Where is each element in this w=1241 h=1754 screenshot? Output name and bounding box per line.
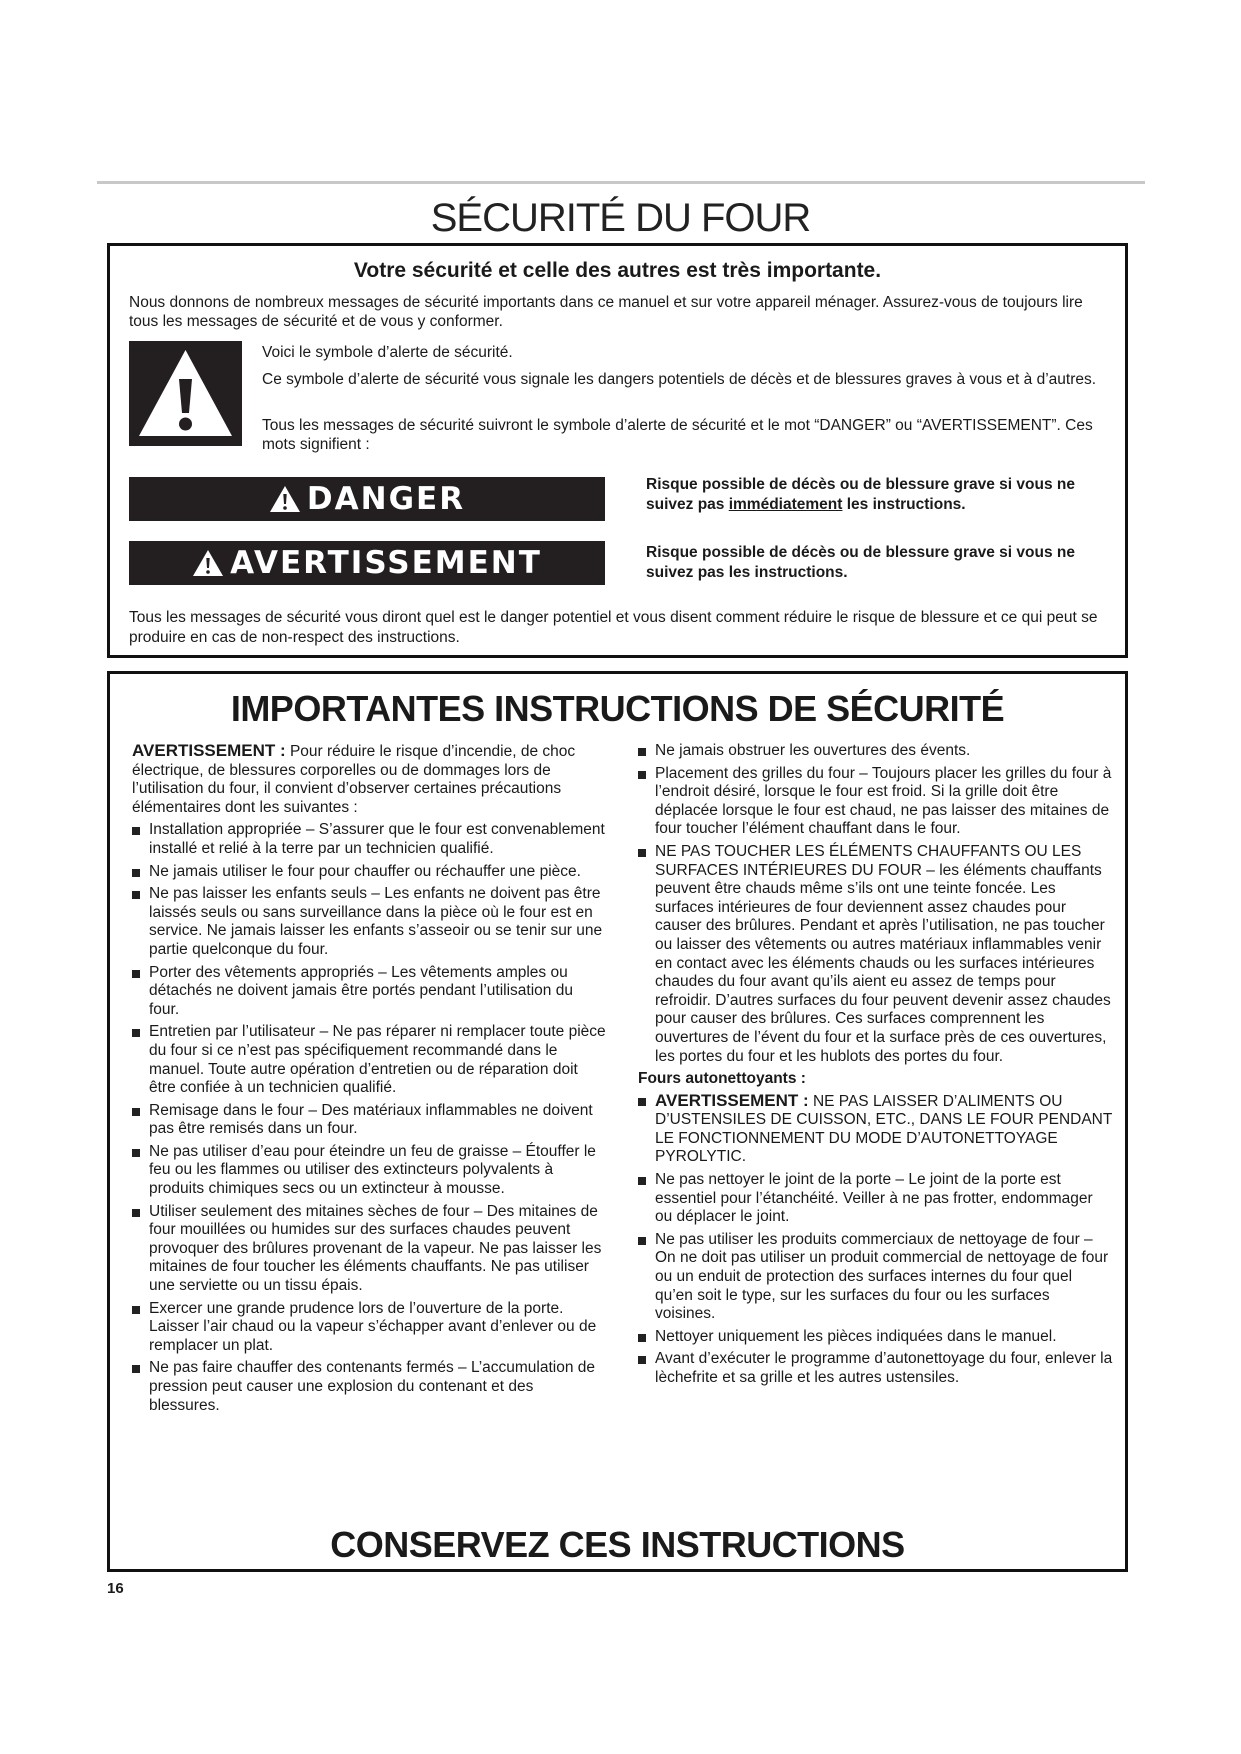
bullet-square-icon [638, 849, 646, 857]
danger-label: DANGER [306, 481, 466, 517]
bullet-text: Ne pas utiliser les produits commerciaux de nettoyage de four – On ne doit pas utiliser un produit commercial de nettoyage de four ou un enduit de protection des surfaces internes du four quel qu’en soit le type, sur les surfaces du four ou les surfaces voisines. [655, 1230, 1109, 1323]
bullet-item [638, 843, 1113, 1066]
instructions-title: IMPORTANTES INSTRUCTIONS DE SÉCURITÉ [230, 688, 1005, 729]
warning-lead-label: AVERTISSEMENT : [132, 741, 286, 760]
bullet-item [638, 1328, 1113, 1347]
bullet-square-icon [132, 1365, 140, 1373]
symbol-line: Voici le symbole d’alerte de sécurité. [262, 344, 513, 361]
bullet-item [132, 1102, 606, 1139]
top-rule [97, 181, 1145, 184]
danger-description [646, 475, 1126, 515]
warning-banner [129, 541, 605, 585]
bullet-text: Exercer une grande prudence lors de l’ouverture de la porte. Laisser l’air chaud ou la vapeur s’échapper avant d’enlever ou de remplacer un plat. [149, 1299, 597, 1354]
bullet-square-icon [132, 970, 140, 978]
bullet-square-icon [132, 869, 140, 877]
bullet-text: Ne pas laisser les enfants seuls – Les enfants ne doivent pas être laissés seuls ou sans surveillance dans la pièce où le four est en service. Ne jamais laisser les enfants s’asseoir ou se tenir sur une partie quelconque du four. [149, 885, 603, 958]
page-title: SÉCURITÉ DU FOUR [430, 196, 811, 240]
bullet-item [638, 742, 1113, 761]
instructions-footer: CONSERVEZ CES INSTRUCTIONS [330, 1524, 905, 1565]
bullet-square-icon [132, 891, 140, 899]
page-number: 16 [107, 1580, 124, 1597]
self-clean-warning-text: NE PAS LAISSER D’ALIMENTS OU D’USTENSILES DE CUISSON, ETC., DANS LE FOUR PENDANT LE FONCTIONNEMENT DU MODE D’AUTONETTOYAGE PYROLYTIC. [655, 1092, 1113, 1166]
self-clean-heading: Fours autonettoyants : [638, 1070, 806, 1088]
bullet-square-icon [132, 1306, 140, 1314]
warning-lead-paragraph [132, 742, 606, 817]
self-clean-warning-item [638, 1092, 1113, 1167]
danger-desc-start: Risque possible de décès ou de blessure grave si vous ne suivez pas [646, 476, 1075, 513]
bullet-square-icon [638, 748, 646, 756]
bullet-item [132, 964, 606, 1020]
self-clean-bullet-list [638, 1171, 1113, 1388]
warning-triangle-icon [129, 341, 242, 446]
bullet-square-icon [638, 1334, 646, 1342]
bullet-text: Utiliser seulement des mitaines sèches de four – Des mitaines de four mouillées ou humides sur des surfaces chaudes peuvent provoquer des brûlures provenant de la vapeur. Ne pas laisser les mitaines de four toucher les éléments chauffants. Ne pas utiliser une serviette ou un tissu épais. [149, 1202, 602, 1295]
bullet-square-icon [132, 1149, 140, 1157]
bullet-item [132, 863, 606, 882]
warning-description: Risque possible de décès ou de blessure grave si vous ne suivez pas les instructions. [646, 544, 1075, 581]
bullet-text: NE PAS TOUCHER LES ÉLÉMENTS CHAUFFANTS OU LES SURFACES INTÉRIEURES DU FOUR – les éléments chauffants peuvent être chauds même s’ils ont une teinte foncée. Les surfaces intérieures de four deviennent assez chaudes pour causer des brûlures. Pendant et après l’utilisation, ne pas toucher ou laisser des vêtements ou autres matériaux inflammables venir en contact avec les éléments chauds ou les surfaces intérieures chaudes du four avant qu’ils aient eu assez de temps pour refroidir. D’autres surfaces du four peuvent devenir assez chaudes pour causer des brûlures. Ces surfaces comprennent les ouvertures de l’évent du four et la surface près de ces ouvertures, les portes du four et les hublots des portes du four. [655, 842, 1111, 1065]
instructions-right-column [638, 742, 1113, 1392]
bullet-item [132, 1143, 606, 1199]
safety-outro: Tous les messages de sécurité vous diront quel est le danger potentiel et vous disent comment réduire le risque de blessure et ce qui peut se produire en cas de non-respect des instructions. [129, 609, 1098, 646]
bullet-item [132, 1359, 606, 1415]
bullet-square-icon [638, 771, 646, 779]
bullet-item [132, 1300, 606, 1356]
right-bullet-list [638, 742, 1113, 1066]
signal-words-intro: Tous les messages de sécurité suivront le symbole d’alerte de sécurité et le mot “DANGER” ou “AVERTISSEMENT”. Ces mots signifient : [262, 417, 1093, 453]
warning-lead-text: Pour réduire le risque d’incendie, de choc électrique, de blessures corporelles ou de dommages lors de l’utilisation du four, il convient d’observer certaines précautions élémentaires dont les suivantes : [132, 743, 576, 816]
bullet-item [132, 1023, 606, 1097]
self-clean-warning-label: AVERTISSEMENT : [655, 1090, 809, 1110]
bullet-square-icon [638, 1177, 646, 1185]
alert-triangle-icon [192, 549, 224, 577]
safety-heading: Votre sécurité et celle des autres est très importante. [353, 259, 882, 282]
bullet-text: Ne jamais utiliser le four pour chauffer ou réchauffer une pièce. [149, 862, 581, 880]
bullet-text: Ne jamais obstruer les ouvertures des évents. [655, 742, 971, 759]
bullet-item [638, 765, 1113, 839]
instructions-box [107, 671, 1128, 1572]
bullet-text: Installation appropriée – S’assurer que le four est convenablement installé et relié à la terre par un technicien qualifié. [149, 821, 605, 857]
bullet-square-icon [132, 1108, 140, 1116]
bullet-square-icon [638, 1098, 646, 1106]
bullet-text: Avant d’exécuter le programme d’autonettoyage du four, enlever la lèchefrite et sa grille et les autres ustensiles. [655, 1350, 1113, 1386]
bullet-text: Ne pas faire chauffer des contenants fermés – L’accumulation de pression peut causer une explosion du contenant et des blessures. [149, 1359, 596, 1414]
bullet-text: Porter des vêtements appropriés – Les vêtements amples ou détachés ne doivent jamais être portés pendant l’utilisation du four. [149, 963, 573, 1018]
bullet-item [638, 1231, 1113, 1324]
bullet-square-icon [638, 1237, 646, 1245]
bullet-text: Ne pas nettoyer le joint de la porte – Le joint de la porte est essentiel pour l’étanchéité. Veiller à ne pas frotter, endommager ou déplacer le joint. [655, 1171, 1093, 1226]
bullet-text: Placement des grilles du four – Toujours placer les grilles du four à l’endroit désiré, lorsque le four est froid. Si la grille doit être déplacée lorsque le four est chaud, ne pas laisser des mitaines de four toucher l’élément chauffant dans le four. [655, 764, 1112, 838]
alert-triangle-icon [269, 485, 301, 513]
safety-intro: Nous donnons de nombreux messages de sécurité importants dans ce manuel et sur votre appareil ménager. Assurez-vous de toujours lire tous les messages de sécurité et de vous y conformer. [129, 294, 1083, 330]
bullet-item [132, 1203, 606, 1296]
bullet-text: Entretien par l’utilisateur – Ne pas réparer ni remplacer toute pièce du four si ce n’est pas spécifiquement recommandé dans le manuel. Toute autre opération d’entretien ou de réparation doit être confiée à un technicien qualifié. [149, 1023, 606, 1097]
left-bullet-list [132, 821, 606, 1415]
bullet-item [132, 821, 606, 858]
symbol-description: Ce symbole d’alerte de sécurité vous signale les dangers potentiels de décès et de blessures graves à vous et à d’autres. [262, 371, 1097, 388]
danger-desc-end: les instructions. [842, 496, 966, 513]
danger-desc-emphasis: immédiatement [728, 496, 843, 513]
bullet-text: Ne pas utiliser d’eau pour éteindre un feu de graisse – Étouffer le feu ou les flammes ou utiliser des extincteurs polyvalents à produits chimiques secs ou un extincteur à mousse. [149, 1142, 596, 1198]
instructions-left-column [132, 742, 606, 1419]
bullet-square-icon [638, 1356, 646, 1364]
bullet-square-icon [132, 1209, 140, 1217]
bullet-square-icon [132, 827, 140, 835]
bullet-item [638, 1171, 1113, 1227]
bullet-item [638, 1350, 1113, 1387]
bullet-text: Remisage dans le four – Des matériaux inflammables ne doivent pas être remisés dans un four. [149, 1101, 593, 1138]
bullet-item [132, 885, 606, 959]
danger-banner [129, 477, 605, 521]
warning-label: AVERTISSEMENT [230, 545, 542, 581]
bullet-square-icon [132, 1029, 140, 1037]
bullet-text: Nettoyer uniquement les pièces indiquées dans le manuel. [655, 1327, 1057, 1345]
safety-message-box [107, 243, 1128, 658]
